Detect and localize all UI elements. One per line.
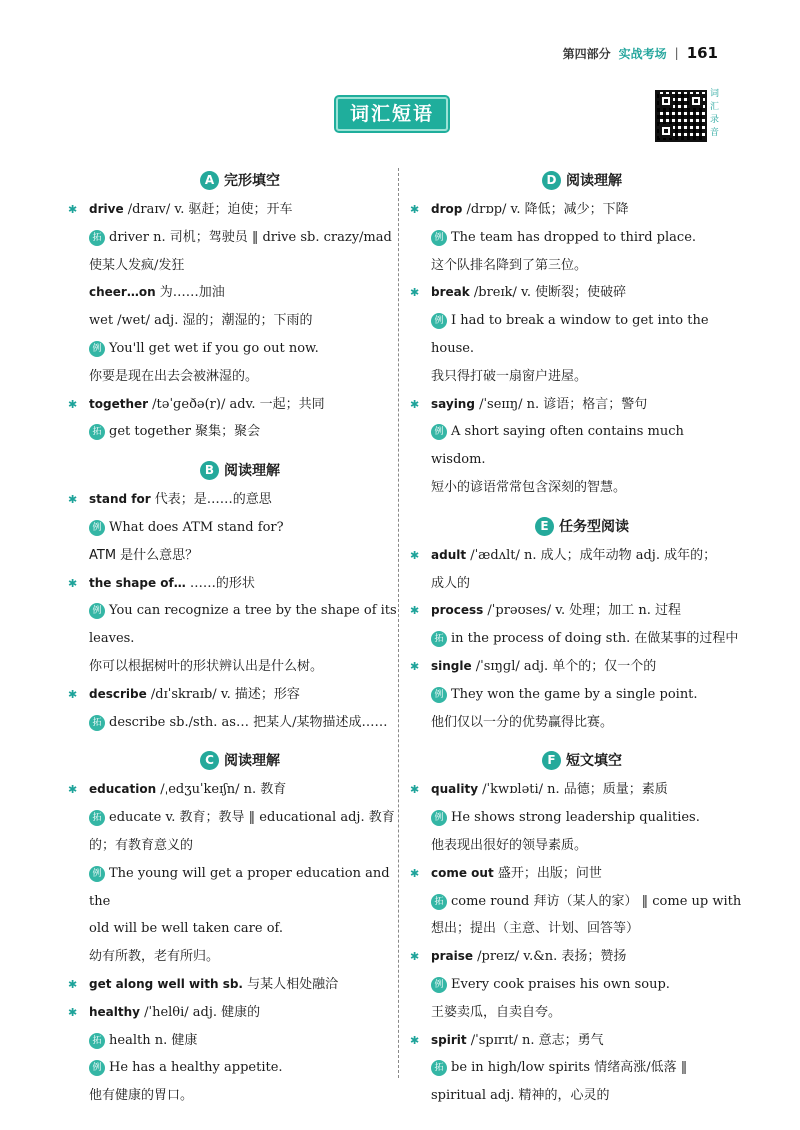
example-icon: 例 [89,520,105,536]
star-icon: ✱ [410,286,420,300]
vocab-entry [410,653,742,681]
vocab-entry [410,776,742,804]
page-title: 词汇短语 [336,97,448,131]
definition: /ˌedʒuˈkeɪʃn/ n. 教育 [156,782,287,798]
section-title: 阅读理解 [224,463,280,480]
line-text: in the process of doing sth. 在做某事的过程中 [451,631,739,647]
example-sentence [80,1054,400,1082]
line-text: The young will get a proper education and the [89,865,390,909]
related-phrase [80,709,400,737]
headword: cheer…on [89,285,156,300]
star-icon: ✱ [410,604,420,618]
star-icon: ✱ [410,783,420,797]
section-heading [80,746,400,776]
vocab-subentry [80,279,400,307]
header-separator: | [674,46,679,60]
line-text: 你可以根据树叶的形状辨认出是什么树。 [89,658,324,674]
line-text: 你要是现在出去会被淋湿的。 [89,368,259,384]
section-spacer [422,736,742,746]
extension-icon: 拓 [89,715,105,731]
headword: the shape of… [89,575,186,590]
headword: stand for [89,492,151,507]
star-icon: ✱ [68,1005,78,1019]
line-text: educate v. 教育；教导 ‖ educational adj. 教育 [109,810,395,826]
headword: adult [431,547,467,562]
vocab-entry [68,776,400,804]
line-text: 他有健康的胃口。 [89,1088,194,1104]
extension-icon: 拓 [89,424,105,440]
headword: saying [431,396,475,411]
line-text: driver n. 司机；驾驶员 ‖ drive sb. crazy/mad [109,229,392,245]
continuation-line [80,625,400,653]
example-icon: 例 [89,341,105,357]
star-icon: ✱ [68,203,78,216]
section-heading [422,512,742,542]
line-text: leaves. [89,631,135,647]
star-icon: ✱ [410,1033,420,1047]
headword: education [89,782,157,797]
headword: process [431,603,484,618]
page-header [563,44,718,62]
definition: /ˈseɪɪŋ/ n. 谚语；格言；警句 [474,396,648,412]
vocab-entry [410,279,742,307]
definition: /ˈspɪrɪt/ n. 意志；勇气 [466,1032,604,1048]
continuation-line [80,252,400,280]
line-text: ATM 是什么意思？ [89,547,199,563]
example-sentence [422,307,742,363]
vocab-entry [68,971,400,999]
example-icon: 例 [89,866,105,882]
example-sentence [80,860,400,916]
definition: wet /wet/ adj. 湿的；潮湿的；下雨的 [89,313,313,329]
right-column [410,166,742,1110]
star-icon: ✱ [68,687,78,701]
line-text: come round 拜访（某人的家） ‖ come up with [451,893,742,909]
line-text: 的；有教育意义的 [89,837,194,853]
star-icon: ✱ [410,659,420,673]
continuation-line [422,1082,742,1110]
line-text: The team has dropped to third place. [451,229,697,245]
star-icon: ✱ [68,493,78,507]
vocab-entry [410,860,742,888]
definition: 代表；是……的意思 [150,492,272,508]
vocab-entry [68,391,400,419]
headword: describe [89,686,147,701]
star-icon: ✱ [410,397,420,411]
vocab-subentry [80,307,400,335]
line-text: get together 聚集；聚会 [109,424,261,440]
example-icon: 例 [431,313,447,329]
part-subtitle: 实战考场 [618,46,667,61]
example-sentence [422,418,742,474]
example-icon: 例 [431,977,447,993]
definition: /ˈædʌlt/ n. 成人；成年动物 adj. 成年的； [466,547,717,563]
example-sentence [422,224,742,252]
headword: come out [431,865,494,880]
headword: drop [431,202,463,216]
definition: /drɒp/ v. 降低；减少；下降 [462,202,629,217]
translation [80,542,400,570]
line-text: 王婆卖瓜，自卖自夸。 [431,1004,562,1020]
related-phrase [422,625,742,653]
line-text: Every cook praises his own soup. [451,976,670,992]
translation [80,1082,400,1110]
section-spacer [422,502,742,512]
definition: /təˈɡeðə(r)/ adv. 一起；共同 [148,396,325,412]
star-icon: ✱ [68,783,78,797]
definition: /ˈhelθi/ adj. 健康的 [140,1004,261,1020]
vocab-entry [68,681,400,709]
headword: break [431,285,470,300]
line-text: 他表现出很好的领导素质。 [431,837,588,853]
line-text: spiritual adj. 精神的，心灵的 [431,1088,610,1104]
translation [80,943,400,971]
line-text: 短小的谚语常常包含深刻的智慧。 [431,479,627,495]
section-heading [422,166,742,196]
section-letter-badge: C [200,751,219,770]
line-text: You can recognize a tree by the shape of its [109,603,397,619]
vocab-entry [410,391,742,419]
line-text: A short saying often contains much wisdom. [431,424,684,468]
line-text: describe sb./sth. as… 把某人/某物描述成…… [109,714,388,730]
continuation-line [422,915,742,943]
translation [422,709,742,737]
example-sentence [422,971,742,999]
qr-code-label: 词汇录音 [710,89,720,138]
vocab-entry [68,570,400,598]
section-title: 阅读理解 [566,173,622,189]
section-title: 任务型阅读 [559,518,629,535]
section-letter-badge: A [200,171,219,190]
line-text: 幼有所教，老有所归。 [89,949,220,965]
section-heading [80,166,400,196]
translation [422,252,742,280]
definition: 与某人相处融洽 [242,976,339,992]
line-text: 这个队排名降到了第三位。 [431,257,588,273]
example-sentence [80,335,400,363]
headword: healthy [89,1004,140,1019]
extension-icon: 拓 [431,631,447,647]
line-text: be in high/low spirits 情绪高涨/低落 ‖ [451,1060,688,1076]
headword: together [89,396,149,411]
line-text: 他们仅以一分的优势赢得比赛。 [431,714,614,730]
example-sentence [80,597,400,625]
line-text: They won the game by a single point. [451,686,698,702]
continuation-line [80,832,400,860]
vocab-entry [68,486,400,514]
example-icon: 例 [431,230,447,246]
section-heading [422,746,742,776]
headword: quality [431,782,479,797]
example-icon: 例 [89,603,105,619]
translation [80,653,400,681]
vocab-entry [410,1027,742,1055]
left-column [68,166,400,1110]
translation [422,999,742,1027]
extension-icon: 拓 [431,1060,447,1076]
related-phrase [80,224,400,252]
vocab-entry [410,196,742,224]
translation [422,832,742,860]
section-spacer [80,446,400,456]
line-text: 成人的 [431,575,471,591]
continuation-line [80,915,400,943]
example-icon: 例 [431,810,447,826]
vocab-entry [410,542,742,570]
extension-icon: 拓 [89,810,105,826]
definition: /breɪk/ v. 使断裂；使破碎 [469,285,627,301]
section-spacer [80,736,400,746]
definition: /draɪv/ v. 驱赶；迫使；开车 [123,202,293,217]
definition: /ˈkwɒləti/ n. 品德；质量；素质 [478,782,668,798]
section-letter-badge: E [535,517,554,536]
line-text: What does ATM stand for? [109,519,284,535]
extension-icon: 拓 [89,1033,105,1049]
line-text: He has a healthy appetite. [109,1060,283,1076]
example-sentence [422,804,742,832]
line-text: You'll get wet if you go out now. [109,340,319,356]
extension-icon: 拓 [431,894,447,910]
related-phrase [422,888,742,916]
headword: get along well with sb. [89,976,243,991]
part-label: 第四部分 [562,46,611,61]
headword: spirit [431,1032,467,1047]
line-text: 想出；提出（主意、计划、回答等） [431,921,640,937]
star-icon: ✱ [68,576,78,590]
definition: /ˈprəʊses/ v. 处理；加工 n. 过程 [483,603,682,619]
headword: praise [431,949,473,964]
star-icon: ✱ [68,397,78,411]
definition: /preɪz/ v.&n. 表扬；赞扬 [473,949,627,965]
headword: drive [89,202,124,216]
example-sentence [80,514,400,542]
translation [80,363,400,391]
section-letter-badge: B [200,461,219,480]
line-text: 使某人发疯/发狂 [89,257,185,273]
definition: ……的形状 [185,575,255,591]
definition: 盛开；出版；问世 [493,865,602,881]
translation [422,363,742,391]
star-icon: ✱ [410,548,420,562]
continuation-line [422,570,742,598]
line-text: health n. 健康 [109,1032,198,1048]
related-phrase [80,1027,400,1055]
definition: 为……加油 [155,285,225,301]
line-text: He shows strong leadership qualities. [451,810,700,826]
star-icon: ✱ [410,950,420,964]
related-phrase [422,1054,742,1082]
section-title: 短文填空 [566,753,622,770]
page-number: 161 [686,44,718,62]
vocab-entry [68,196,400,224]
section-heading [80,456,400,486]
section-title: 阅读理解 [224,753,280,770]
star-icon: ✱ [410,866,420,880]
example-icon: 例 [89,1060,105,1076]
definition: /ˈsɪŋɡl/ adj. 单个的；仅一个的 [471,658,657,674]
related-phrase [80,418,400,446]
qr-code-icon[interactable] [655,90,707,142]
star-icon: ✱ [68,977,78,991]
line-text: 我只得打破一扇窗户进屋。 [431,368,588,384]
extension-icon: 拓 [89,230,105,246]
related-phrase [80,804,400,832]
section-letter-badge: D [542,171,561,190]
example-icon: 例 [431,424,447,440]
section-title: 完形填空 [224,173,280,189]
line-text: I had to break a window to get into the house. [431,313,709,356]
vocab-entry [410,597,742,625]
line-text: old will be well taken care of. [89,921,284,937]
vocab-entry [410,943,742,971]
definition: /dɪˈskraɪb/ v. 描述；形容 [146,686,300,702]
headword: single [431,658,472,673]
star-icon: ✱ [410,203,420,216]
example-sentence [422,681,742,709]
example-icon: 例 [431,687,447,703]
translation [422,474,742,502]
vocab-entry [68,999,400,1027]
section-letter-badge: F [542,751,561,770]
